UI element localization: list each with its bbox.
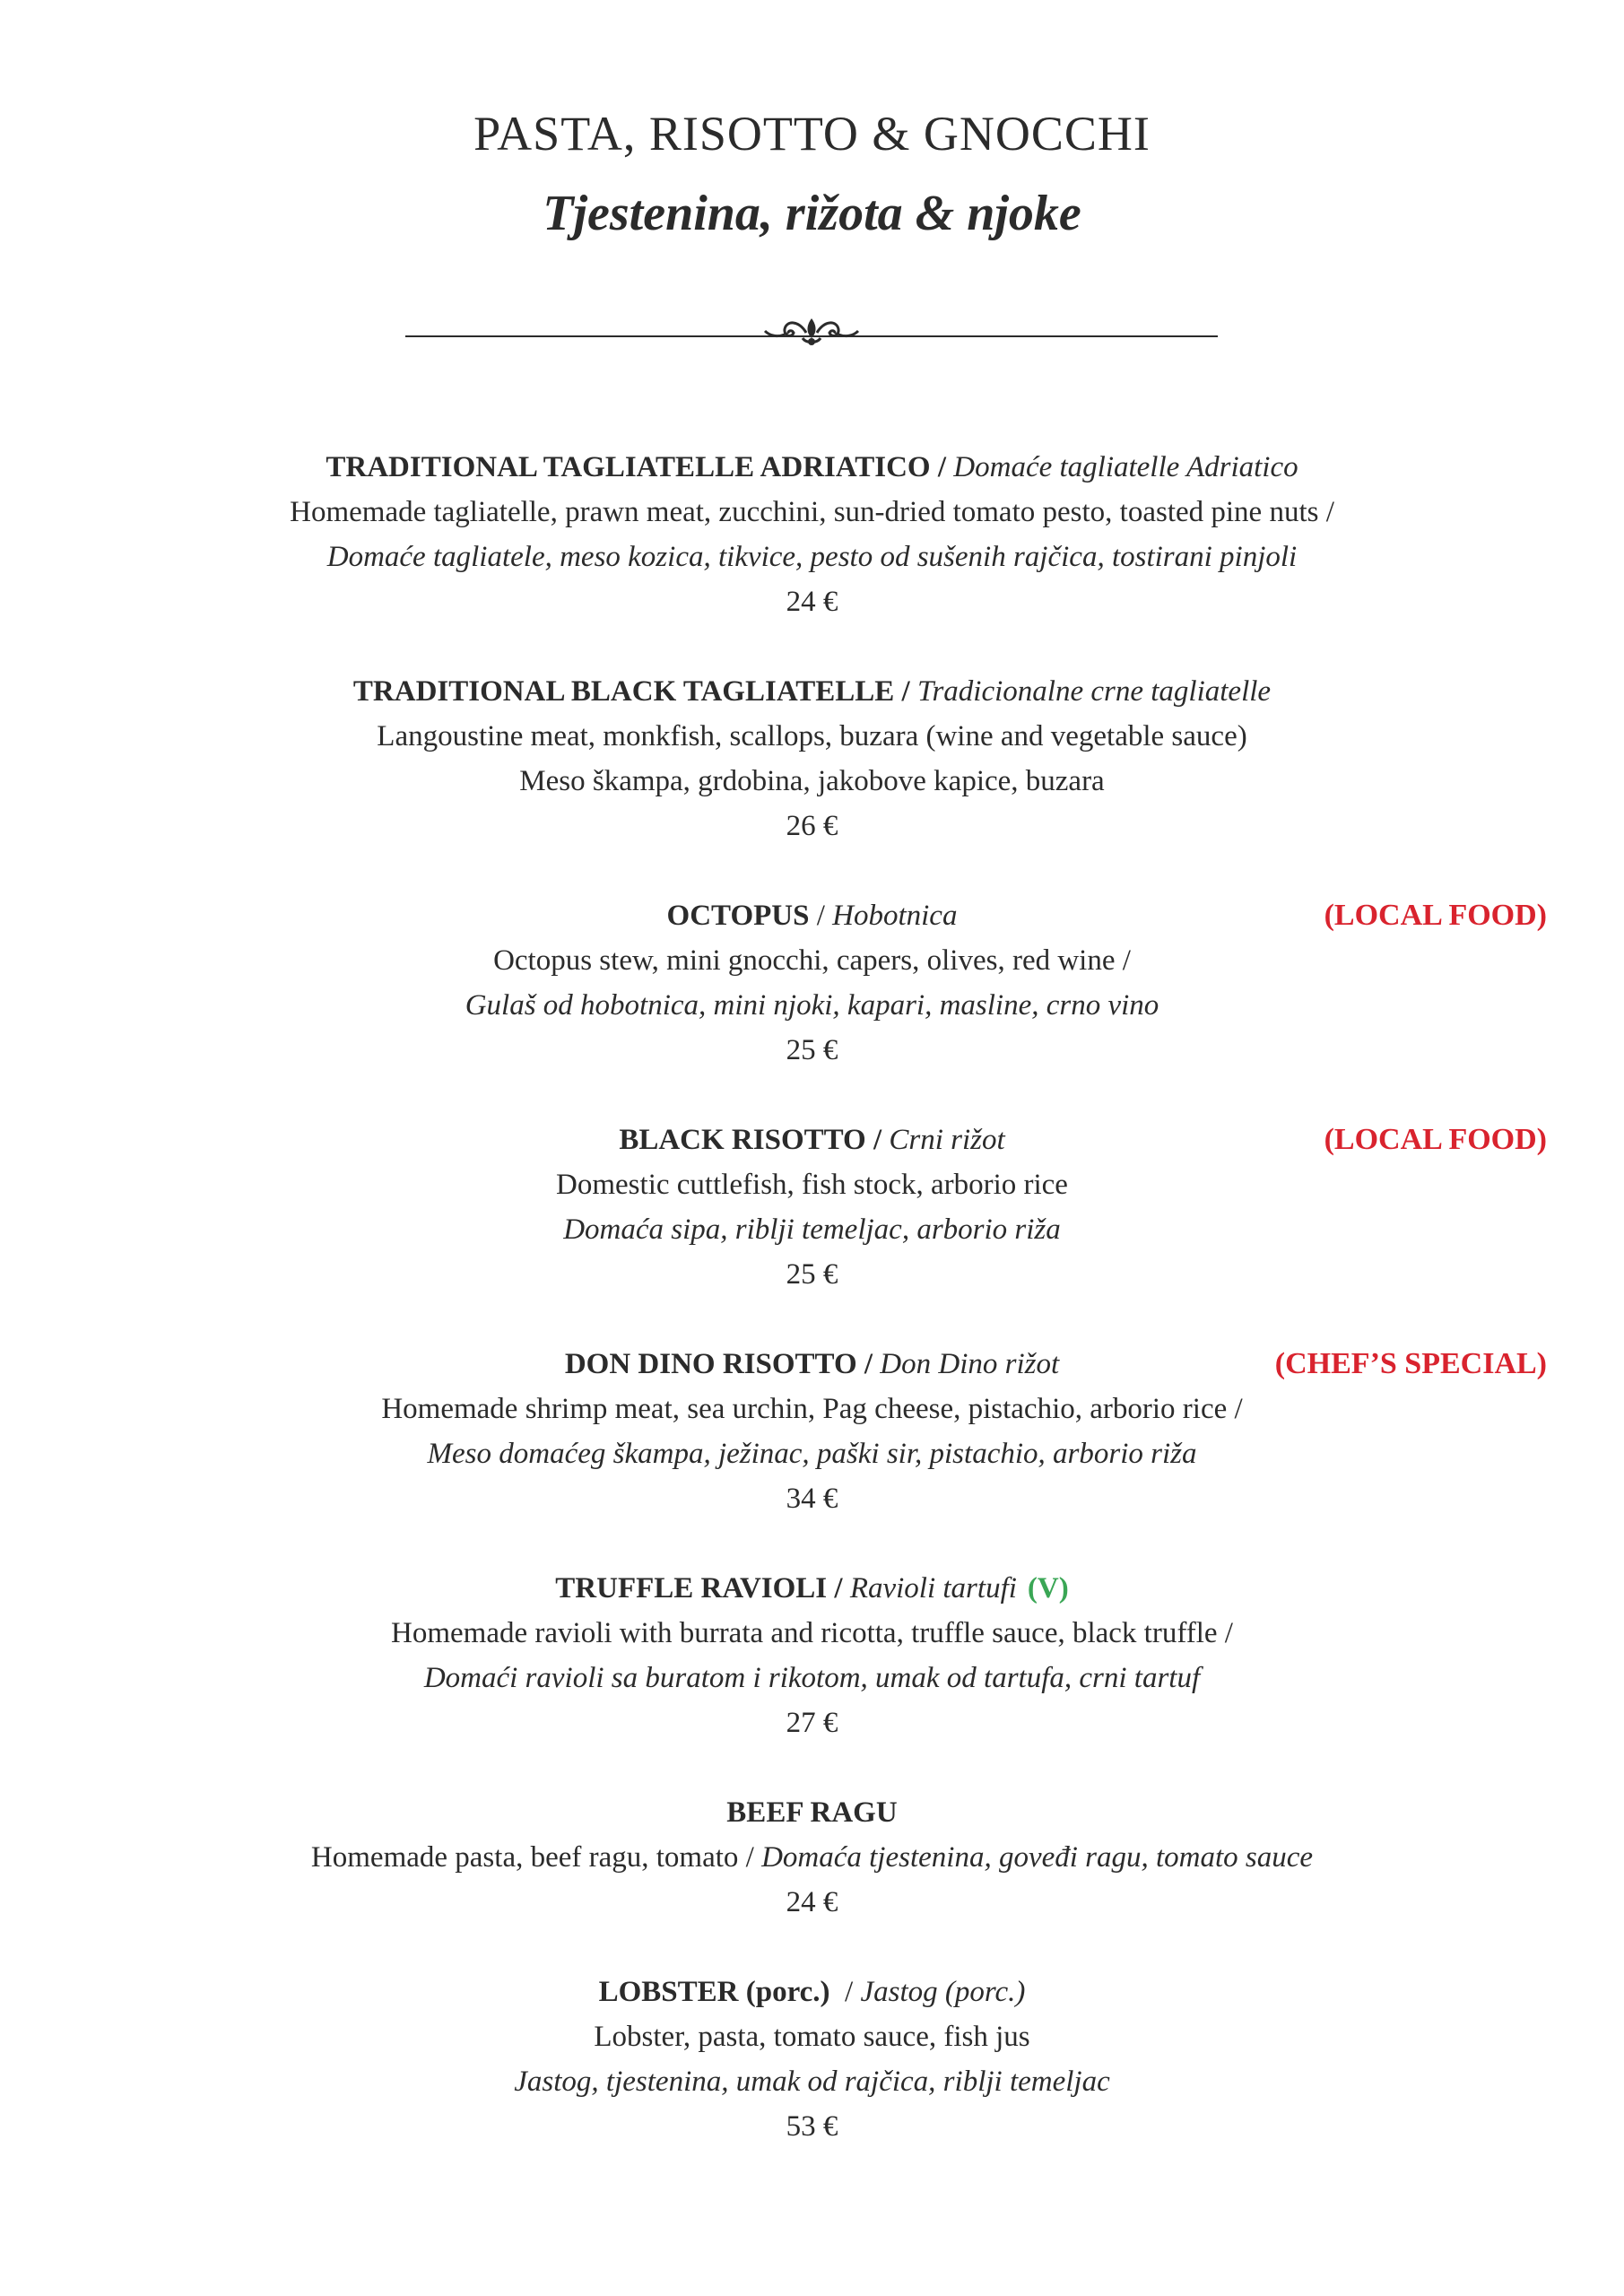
item-name: DON DINO RISOTTO xyxy=(564,1348,857,1380)
menu-item xyxy=(0,1566,1624,1745)
menu-item xyxy=(0,445,1624,624)
item-title-line xyxy=(0,445,1624,490)
item-name: BLACK RISOTTO xyxy=(619,1124,866,1156)
menu-item xyxy=(0,1118,1624,1297)
menu-list xyxy=(0,445,1624,2194)
menu-item xyxy=(0,893,1624,1073)
ornament-divider xyxy=(405,309,1218,345)
item-description-hr: Domaća sipa, riblji temeljac, arborio riža xyxy=(563,1213,1061,1246)
item-description-en: Lobster, pasta, tomato sauce, fish jus xyxy=(594,2021,1030,2053)
page-title: PASTA, RISOTTO & GNOCCHI xyxy=(473,107,1151,161)
local-food-badge: (LOCAL FOOD) xyxy=(1324,1123,1547,1156)
item-name-hr: Hobotnica xyxy=(832,900,958,932)
item-description-en: Homemade shrimp meat, sea urchin, Pag cheese, pistachio, arborio rice / xyxy=(381,1393,1243,1425)
item-title-line xyxy=(0,1970,1624,2014)
item-price: 24 € xyxy=(786,1886,838,1918)
item-description-en: Homemade tagliatelle, prawn meat, zucchini, sun-dried tomato pesto, toasted pine nuts / xyxy=(290,496,1334,528)
item-name: TRUFFLE RAVIOLI xyxy=(555,1572,828,1605)
item-description-hr: Jastog, tjestenina, umak od rajčica, riblji temeljac xyxy=(514,2066,1110,2098)
item-description-line xyxy=(0,1835,1624,1880)
item-name: OCTOPUS xyxy=(666,900,810,932)
menu-item xyxy=(0,1970,1624,2149)
item-description-en: Homemade pasta, beef ragu, tomato / xyxy=(310,1841,754,1874)
chefs-special-badge: (CHEF’S SPECIAL) xyxy=(1274,1347,1547,1380)
separator: / xyxy=(901,675,910,708)
item-name-hr: Don Dino rižot xyxy=(880,1348,1060,1380)
item-name-hr: Tradicionalne crne tagliatelle xyxy=(916,675,1272,708)
item-description-hr: Domaći ravioli sa buratom i rikotom, umak od tartufa, crni tartuf xyxy=(423,1662,1201,1694)
item-title-line xyxy=(0,1566,1624,1611)
separator: / xyxy=(845,1976,854,2008)
item-name-hr: Ravioli tartufi xyxy=(849,1572,1017,1605)
item-description-hr: Domaće tagliatele, meso kozica, tikvice, pesto od sušenih rajčica, tostirani pinjoli xyxy=(326,541,1298,573)
separator: / xyxy=(816,900,825,932)
item-description-hr: Gulaš od hobotnica, mini njoki, kapari, masline, crno vino xyxy=(465,989,1159,1022)
item-name: LOBSTER (porc.) xyxy=(598,1976,830,2008)
menu-item xyxy=(0,669,1624,848)
item-price: 25 € xyxy=(786,1258,838,1291)
item-price: 53 € xyxy=(786,2110,838,2143)
item-name: TRADITIONAL TAGLIATELLE ADRIATICO xyxy=(326,451,931,483)
menu-item xyxy=(0,1342,1624,1521)
item-description-en: Homemade ravioli with burrata and ricotta, truffle sauce, black truffle / xyxy=(391,1617,1233,1649)
flourish-icon xyxy=(765,318,858,345)
local-food-badge: (LOCAL FOOD) xyxy=(1324,899,1547,932)
item-description-hr: Meso domaćeg škampa, ježinac, paški sir, pistachio, arborio riža xyxy=(427,1438,1197,1470)
item-name: BEEF RAGU xyxy=(726,1796,898,1829)
item-name-hr: Jastog (porc.) xyxy=(860,1976,1026,2008)
item-name: TRADITIONAL BLACK TAGLIATELLE xyxy=(352,675,895,708)
item-description-hr: Meso škampa, grdobina, jakobove kapice, buzara xyxy=(519,765,1105,797)
item-price: 27 € xyxy=(786,1707,838,1739)
item-price: 24 € xyxy=(786,586,838,618)
separator: / xyxy=(937,451,947,483)
menu-item xyxy=(0,1790,1624,1925)
separator: / xyxy=(834,1572,843,1605)
item-description-en: Octopus stew, mini gnocchi, capers, olives, red wine / xyxy=(493,944,1131,977)
page-subtitle: Tjestenina, rižota & njoke xyxy=(543,186,1081,241)
item-price: 34 € xyxy=(786,1483,838,1515)
item-description-hr: Domaća tjestenina, goveđi ragu, tomato sauce xyxy=(761,1841,1314,1874)
separator: / xyxy=(864,1348,873,1380)
item-title-line xyxy=(0,669,1624,714)
vegetarian-tag: (V) xyxy=(1027,1572,1069,1605)
item-price: 25 € xyxy=(786,1034,838,1066)
item-name-hr: Crni rižot xyxy=(889,1124,1005,1156)
item-price: 26 € xyxy=(786,810,838,842)
item-description-en: Langoustine meat, monkfish, scallops, buzara (wine and vegetable sauce) xyxy=(377,720,1247,752)
separator: / xyxy=(873,1124,882,1156)
item-name-hr: Domaće tagliatelle Adriatico xyxy=(953,451,1298,483)
item-description-en: Domestic cuttlefish, fish stock, arborio rice xyxy=(556,1169,1068,1201)
